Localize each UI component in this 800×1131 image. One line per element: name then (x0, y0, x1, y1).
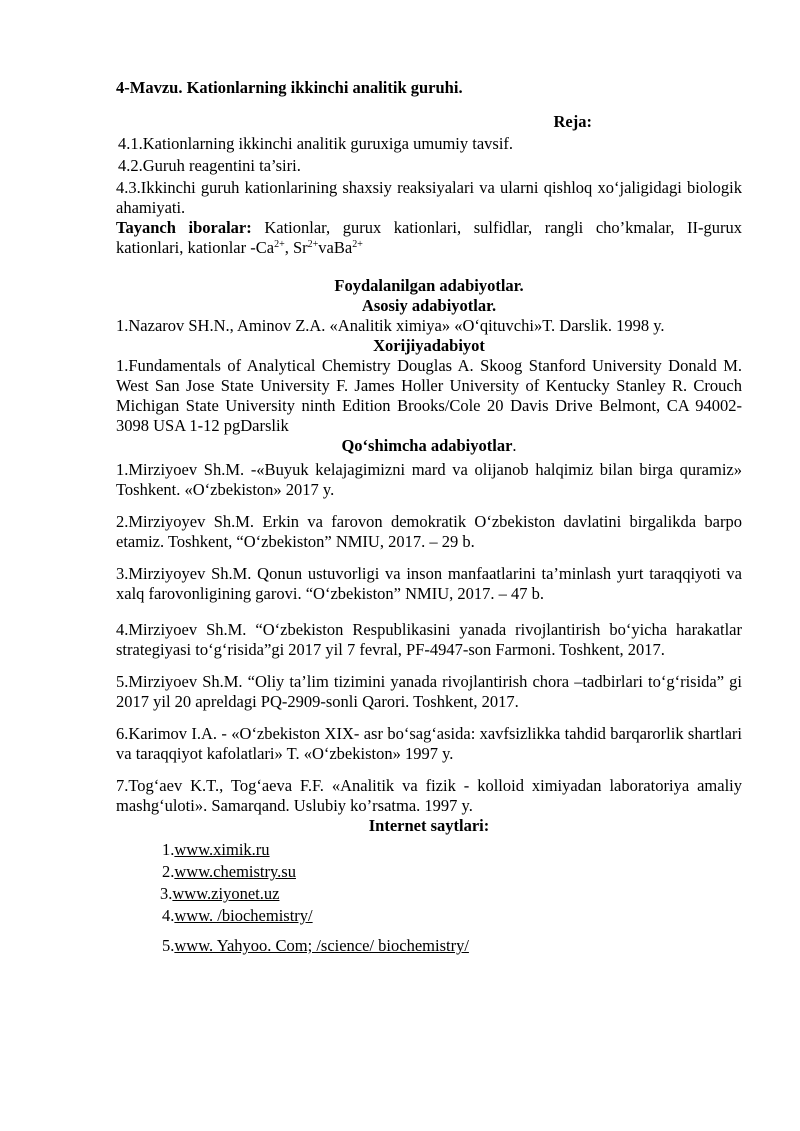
internet-site-4 (162, 906, 742, 926)
plan-heading: Reja: (553, 112, 592, 131)
site-number: 5. (162, 936, 175, 955)
extra-literature-item-3: 3.Mirziyoyev Sh.M. Qonun ustuvorligi va inson manfaatlarini ta’minlash yurt taraqqiyoti va xalq farovonligining garovi. “O‘zbekiston” NMIU, 2017. – 47 b. (116, 564, 742, 603)
ba-charge: 2+ (352, 239, 363, 250)
extra-literature-heading-dot: . (512, 436, 517, 455)
site-link-biochemistry[interactable]: www. /biochemistry/ (174, 906, 313, 925)
extra-literature-item-2: 2.Mirziyoyev Sh.M. Erkin va farovon demokratik O‘zbekiston davlatini birgalikda barpo etamiz. Toshkent, “O‘zbekiston” NMIU, 2017. – 29 b. (116, 512, 742, 551)
foreign-literature-item-1: 1.Fundamentals of Analytical Chemistry Douglas A. Skoog Stanford University Donald M. West San Jose State University F. James Holler University of Kentucky Stanley R. Crouch Michigan State University ninth Edition Brooks/Cole 20 Davis Drive Belmont, CA 94002-3098 USA 1-12 pgDarslik (116, 356, 742, 435)
site-link-yahyoo[interactable]: www. Yahyoo. Com; /science/ biochemistry/ (174, 936, 469, 955)
internet-heading: Internet saytlari: (368, 816, 490, 835)
internet-sites-list (116, 840, 742, 956)
keywords-label: Tayanch iboralar: (116, 218, 252, 237)
topic-title: 4-Mavzu. Kationlarning ikkinchi analitik guruhi. (116, 78, 463, 97)
plan-item-1: 4.1.Kationlarning ikkinchi analitik guruxiga umumiy tavsif. (118, 134, 514, 153)
keywords-joiner: vaBa (318, 238, 353, 257)
extra-literature-heading: Qo‘shimcha adabiyotlar (341, 436, 513, 455)
extra-literature-heading-line (116, 436, 742, 456)
extra-literature-item-4: 4.Mirziyoev Sh.M. “O‘zbekiston Respublikasini yanada rivojlantirish bo‘yicha harakatlar strategiyasi to‘g‘risida”gi 2017 yil 7 fevral, PF-4947-son Farmoni. Toshkent, 2017. (116, 620, 742, 659)
extra-literature-item-7: 7.Tog‘aev K.T., Tog‘aeva F.F. «Analitik va fizik - kolloid ximiyadan laboratoriya amaliy mashg‘uloti». Samarqand. Uslubiy ko’rsatma. 1997 y. (116, 776, 742, 815)
document-page (116, 78, 742, 958)
keywords-text: Kationlar, gurux kationlari, sulfidlar, rangli cho’kmalar, II-gurux kationlari, kationlar -Ca (116, 218, 742, 257)
site-number: 1. (162, 840, 175, 859)
ca-charge: 2+ (274, 239, 285, 250)
extra-literature-item-6: 6.Karimov I.A. - «O‘zbekiston XIX- asr bo‘sag‘asida: xavfsizlikka tahdid barqarorlik shartlari va taraqqiyot kafolatlari» T. «O‘zbekiston» 1997 y. (116, 724, 742, 763)
literature-heading: Foydalanilgan adabiyotlar. (334, 276, 524, 295)
extra-literature-item-5: 5.Mirziyoev Sh.M. “Oliy ta’lim tizimini yanada rivojlantirish chora –tadbirlari to‘g‘risida” gi 2017 yil 20 apreldagi PQ-2909-sonli Qarori. Toshkent, 2017. (116, 672, 742, 711)
internet-site-2 (162, 862, 742, 882)
main-literature-item-1: 1.Nazarov SH.N., Aminov Z.A. «Analitik ximiya» «O‘qituvchi»T. Darslik. 1998 y. (116, 316, 665, 335)
site-number: 4. (162, 906, 175, 925)
site-link-chemistry[interactable]: www.chemistry.su (174, 862, 296, 881)
site-number: 3. (160, 884, 173, 903)
foreign-literature-heading: Xorijiyadabiyot (373, 336, 485, 355)
sr-charge: 2+ (307, 239, 319, 250)
extra-literature-item-1: 1.Mirziyoev Sh.M. -«Buyuk kelajagimizni mard va olijanob halqimiz bilan birga quramiz» Toshkent. «O‘zbekiston» 2017 y. (116, 460, 742, 499)
internet-site-5 (162, 936, 742, 956)
keywords-sep: , Sr (284, 238, 308, 257)
site-number: 2. (162, 862, 175, 881)
keywords-paragraph (116, 218, 742, 258)
internet-site-1 (162, 840, 742, 860)
site-link-ximik[interactable]: www.ximik.ru (174, 840, 270, 859)
plan-item-3: 4.3.Ikkinchi guruh kationlarining shaxsiy reaksiyalari va ularni qishloq xo‘jaligidagi biologik ahamiyati. (116, 178, 742, 217)
site-link-ziyonet[interactable]: www.ziyonet.uz (172, 884, 280, 903)
internet-site-3 (160, 884, 742, 904)
plan-item-2: 4.2.Guruh reagentini ta’siri. (118, 156, 301, 175)
main-literature-heading: Asosiy adabiyotlar. (361, 296, 497, 315)
